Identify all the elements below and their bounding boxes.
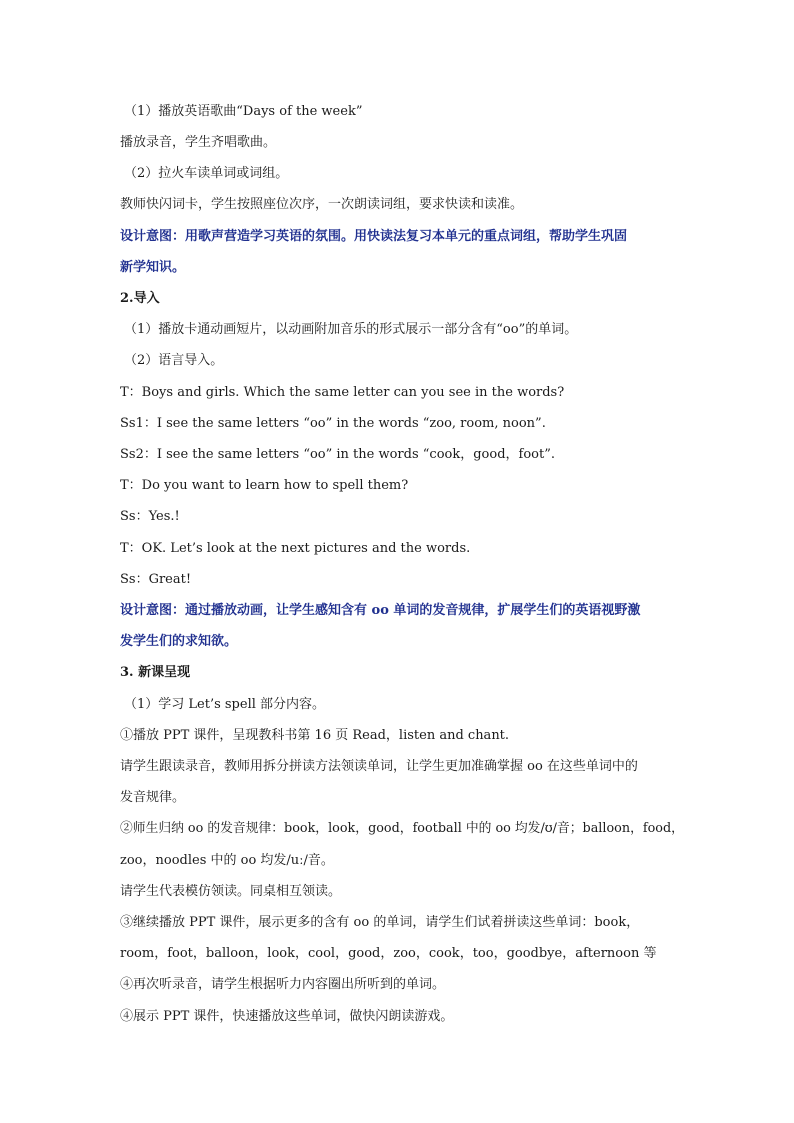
substep-3-line-1: ③继续播放 PPT 课件，展示更多的含有 oo 的单词，请学生们试着拼读这些单词：book， <box>120 915 640 930</box>
design-intent-1-line-2: 新学知识。 <box>120 260 186 275</box>
dialogue-line: Ss2：I see the same letters “oo” in the words “cook，good，foot”. <box>120 447 555 462</box>
step-cartoon: （1）播放卡通动画短片，以动画附加音乐的形式展示一部分含有“oo”的单词。 <box>124 322 578 337</box>
substep-2-line-1: ②师生归纳 oo 的发音规律：book，look，good，football 中的 oo 均发/ʊ/音；balloon，food， <box>120 821 684 836</box>
substep-4b: ④展示 PPT 课件，快速播放这些单词，做快闪朗读游戏。 <box>120 1009 454 1024</box>
substep-1-detail-line-2: 发音规律。 <box>120 790 186 805</box>
dialogue-line: Ss：Great! <box>120 572 192 587</box>
song-instruction: 播放录音，学生齐唱歌曲。 <box>120 135 277 150</box>
substep-3-line-2: room，foot，balloon，look，cool，good，zoo，cook，too，goodbye，afternoon 等 <box>120 946 657 961</box>
step-lets-spell: （1）学习 Let’s spell 部分内容。 <box>124 697 326 712</box>
substep-1-detail-line-1: 请学生跟读录音，教师用拆分拼读方法领读单词，让学生更加准确掌握 oo 在这些单词中的 <box>120 759 638 774</box>
dialogue-line: Ss1：I see the same letters “oo” in the words “zoo, room, noon”. <box>120 416 546 431</box>
dialogue-line: T：Boys and girls. Which the same letter can you see in the words? <box>120 385 565 400</box>
substep-2-line-2: zoo，noodles 中的 oo 均发/uː/音。 <box>120 853 334 868</box>
design-intent-2-line-1: 设计意图：通过播放动画，让学生感知含有 oo 单词的发音规律，扩展学生们的英语视野激 <box>120 603 641 618</box>
section-heading-intro: 2.导入 <box>120 291 160 306</box>
dialogue-line: T：Do you want to learn how to spell them? <box>120 478 409 493</box>
train-reading-instruction: 教师快闪词卡，学生按照座位次序，一次朗读词组，要求快读和读准。 <box>120 197 524 212</box>
dialogue-line: T：OK. Let’s look at the next pictures and the words. <box>120 541 471 556</box>
dialogue-line: Ss：Yes.! <box>120 509 180 524</box>
design-intent-2-line-2: 发学生们的求知欲。 <box>120 634 238 649</box>
design-intent-1-line-1: 设计意图：用歌声营造学习英语的氛围。用快读法复习本单元的重点词组，帮助学生巩固 <box>120 229 628 244</box>
step-song: （1）播放英语歌曲“Days of the week” <box>124 104 363 119</box>
step-train-reading: （2）拉火车读单词或词组。 <box>124 166 289 181</box>
step-language-intro: （2）语言导入。 <box>124 353 224 368</box>
substep-1: ①播放 PPT 课件，呈现教科书第 16 页 Read，listen and chant. <box>120 728 510 743</box>
substep-4: ④再次听录音，请学生根据听力内容圈出所听到的单词。 <box>120 977 446 992</box>
substep-2-detail: 请学生代表模仿领读。同桌相互领读。 <box>120 884 342 899</box>
section-heading-new-lesson: 3. 新课呈现 <box>120 665 191 680</box>
